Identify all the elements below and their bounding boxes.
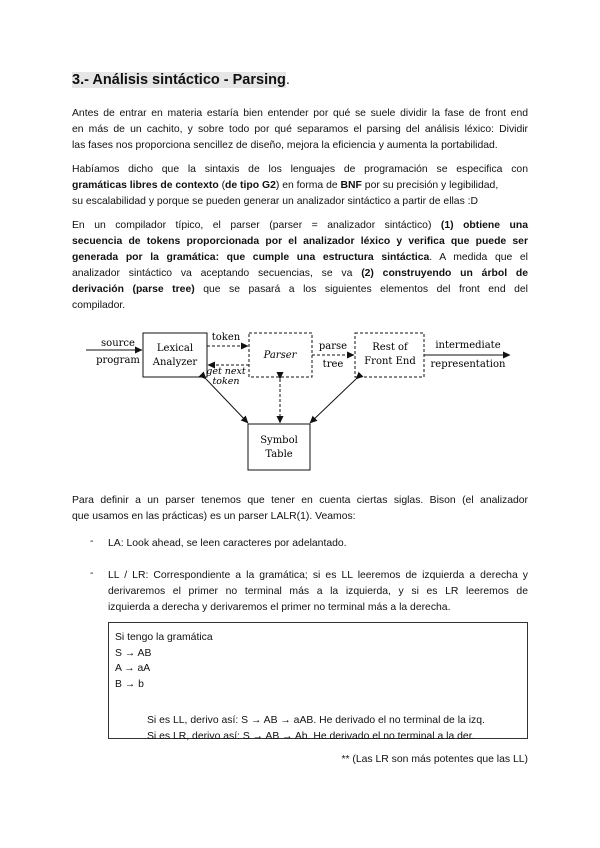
bullet-line: izquierda a derecha y derivaremos el primer no terminal más a la derecha. xyxy=(108,602,451,613)
para-line: Habíamos dicho que la sintaxis de los lenguajes de programación se especifica con xyxy=(72,164,528,175)
program-label: program xyxy=(96,355,140,366)
token-label: token xyxy=(211,332,241,343)
lexical-label: Lexical xyxy=(156,343,194,354)
heading-number: 3.- xyxy=(72,72,89,88)
get-next-label: get next xyxy=(206,366,246,377)
bullet-line: LL / LR: Correspondiente a la gramática; si es LL leeremos de izquierda a derecha y xyxy=(108,570,528,581)
heading-highlight xyxy=(72,72,286,88)
para-line: en más de un cachito, y sobre todo por qué separamos el parsing del análisis léxico: Dividir xyxy=(72,124,528,135)
paragraph-intro xyxy=(72,106,528,154)
parse-label: parse xyxy=(318,341,348,352)
grammar-line: S → AB xyxy=(115,647,152,659)
frontend-symbol-link xyxy=(310,379,356,423)
symbol-label: Symbol xyxy=(260,435,298,446)
rest-front-end-box xyxy=(355,333,424,377)
para-line xyxy=(72,250,528,266)
bullet-ll-lr xyxy=(108,568,528,616)
paragraph-parser xyxy=(72,218,528,314)
bullet-la xyxy=(108,536,528,552)
bold-term: BNF xyxy=(340,180,362,191)
paragraph-grammars xyxy=(72,162,528,210)
para-line xyxy=(72,178,528,194)
grammar-rules xyxy=(115,630,213,692)
footnote: ** (Las LR son más potentes que las LL) xyxy=(341,754,528,765)
text-run: . A medida que el xyxy=(429,252,528,263)
text-run: ( xyxy=(218,180,226,191)
para-line xyxy=(72,218,528,234)
rest-of-label: Rest of xyxy=(372,342,408,353)
grammar-line: B → b xyxy=(115,678,144,690)
lexical-analyzer-box xyxy=(143,333,207,377)
text-run: analizador sintáctico va aceptando secuencias, se va xyxy=(72,268,362,279)
compiler-diagram xyxy=(86,326,516,476)
bold-term: de tipo G2 xyxy=(225,180,276,191)
derivation-line: Si es LL, derivo así: S → AB → aAB. He derivado el no terminal de la izq. xyxy=(147,715,485,726)
heading-title: Análisis sintáctico - Parsing xyxy=(92,72,286,88)
bold-term: (2) construyendo un árbol de xyxy=(361,268,529,279)
text-run: por su precisión y legibilidad, xyxy=(361,180,499,191)
intermediate-label: intermediate xyxy=(435,340,501,351)
para-line: Antes de entrar en materia estaría bien entender por qué se suele dividir la fase de front end xyxy=(72,108,528,119)
para-line xyxy=(72,234,528,250)
analyzer-label: Analyzer xyxy=(152,357,198,368)
grammar-example-box xyxy=(108,622,528,742)
bullet-dash: - xyxy=(90,536,94,547)
source-label: source xyxy=(101,338,135,349)
para-line: que usamos en las prácticas) es un parser LALR(1). Veamos: xyxy=(72,511,356,522)
text-run: ) en forma de xyxy=(275,180,341,191)
bold-term: gramáticas libres de contexto xyxy=(72,180,219,191)
front-end-label: Front End xyxy=(364,356,416,367)
tree-label: tree xyxy=(322,359,344,370)
bullet-line: LA: Look ahead, se leen caracteres por adelantado. xyxy=(108,538,347,549)
text-run: que se pasará a los siguientes elementos del front end del xyxy=(194,284,528,295)
parser-label: Parser xyxy=(263,350,297,361)
grammar-line: Si tengo la gramática xyxy=(115,632,213,643)
bold-term: secuencia de tokens proporcionada por el analizador léxico y verifica que puede ser xyxy=(72,236,528,247)
text-run: En un compilador típico, el parser (parser = analizador sintáctico) xyxy=(72,220,441,231)
token-back-label: token xyxy=(212,376,240,387)
para-line: compilador. xyxy=(72,300,126,311)
bold-term: (1) obtiene una xyxy=(440,220,528,231)
heading-punct: . xyxy=(285,72,290,88)
para-line xyxy=(72,266,528,282)
bold-term: generada por la gramática: que cumple una estructura sintáctica xyxy=(72,252,430,263)
section-heading xyxy=(72,72,290,88)
symbol-table-box xyxy=(248,424,310,470)
bold-term: derivación (parse tree) xyxy=(72,284,195,295)
para-line: Para definir a un parser tenemos que tener en cuenta ciertas siglas. Bison (el analizador xyxy=(72,495,528,506)
representation-label: representation xyxy=(430,359,506,370)
derivation-examples xyxy=(147,713,485,745)
grammar-line: A → aA xyxy=(115,663,151,674)
para-line xyxy=(72,282,528,298)
paragraph-bison xyxy=(72,493,528,525)
bullet-line: derivaremos el primer no terminal más a la izquierda, y si es LR leeremos de xyxy=(108,586,528,597)
bullet-dash: - xyxy=(90,568,94,579)
derivation-line: Si es LR, derivo así: S → AB → Ab. He derivado el no terminal a la der. xyxy=(147,731,475,742)
table-label: Table xyxy=(265,449,293,460)
para-line: su escalabilidad y porque se pueden generar un analizador sintáctico a partir de ellas :D xyxy=(72,196,479,207)
para-line: las fases nos proporciona sencillez de diseño, mejora la eficiencia y aumenta la portabilidad. xyxy=(72,140,498,151)
